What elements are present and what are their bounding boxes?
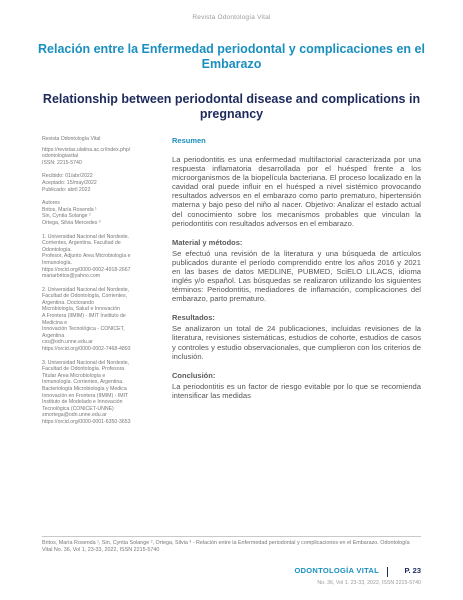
- authors-block: [42, 200, 156, 226]
- author-name: Sin, Cyntia Solange ²: [42, 213, 91, 220]
- affiliation-line: 3. Universidad Nacional del Nordeste,: [42, 359, 130, 366]
- journal-url-line[interactable]: https://revistas.ulatina.ac.cr/index.php/: [42, 146, 131, 153]
- citation-text: Britos, María Rosenda ¹, Sin, Cyntia Solange ², Ortega, Silvia ³ - Relación entre la Enfermedad periodontal y complicaciones en el Embarazo. Odontología Vital No. 36, Vol 1, 23-33, 2022, ISSN 2215-5740: [42, 540, 410, 553]
- received-date: Recibido: 01/abr/2022: [42, 173, 93, 180]
- affiliation-line: Facultad de Odontología. Profesora: [42, 366, 125, 373]
- footer-separator: [387, 567, 388, 577]
- affiliation-line: Inmunología.: [42, 259, 72, 266]
- authors-heading: Autores: [42, 200, 60, 207]
- affiliation-line: Corrientes, Argentina. Facultad de: [42, 240, 121, 247]
- journal-info-line: Revista Odontología Vital: [42, 136, 101, 142]
- affiliation-line: Inmunología. Corrientes, Argentina.: [42, 379, 124, 386]
- page-number: P. 23: [404, 566, 421, 575]
- page-footer: [42, 566, 421, 579]
- resultados-heading: Resultados:: [172, 313, 215, 323]
- affiliation-line: Tecnológica (CONICET-UNNE): [42, 405, 114, 412]
- affiliation-line: Profesor, Adjunto Área Microbiología e: [42, 253, 131, 260]
- affiliation-line: Facultad de Odontología, Corrientes,: [42, 293, 128, 300]
- dates-block: [42, 173, 156, 193]
- footer-volume-info: No. 36, Vol 1. 23-33, 2022, ISSN 2215-5740: [317, 580, 421, 586]
- affiliation-line: Bacteriología Microbiología y Medica: [42, 386, 127, 392]
- footer-journal-name: ODONTOLOGÍA VITAL: [294, 566, 379, 575]
- affiliation-line: Titular Área Microbiología e: [42, 372, 106, 379]
- accepted-date: Aceptado: 15/may/2022: [42, 179, 97, 186]
- author-name: Ortega, Silvia Mercedes ³: [42, 219, 101, 226]
- author-name: Britos, María Rosenda ¹: [42, 206, 97, 213]
- affiliation-1: [42, 234, 156, 280]
- journal-info-block: [42, 136, 156, 166]
- metodos-text: Se efectuó una revisión de la literatura y una búsqueda de artículos publicados durante el período comprendido entre los años 2016 y 2021 en las bases de datos MEDLINE, PUBMED, SciELO LILACS, idioma inglés y/o español. Las búsquedas se realizaron utilizando los siguientes términos: Periodontitis, mediadores de inflamación, complicaciones del embarazo, parto prematuro.: [172, 248, 421, 304]
- journal-running-header: Revista Odontología Vital: [192, 14, 271, 21]
- conclusion-text: La periodontitis es un factor de riesgo evitable por lo que se recomienda intensificar las medidas: [172, 381, 421, 400]
- affiliation-2: [42, 287, 156, 353]
- orcid-link[interactable]: https://orcid.org/0000-0002-4918-2667: [42, 266, 131, 273]
- article-info-sidebar: [42, 136, 156, 433]
- published-date: Publicado: abril 2022: [42, 186, 91, 193]
- affiliation-line: 1. Universidad Nacional del Nordeste.: [42, 233, 130, 240]
- resumen-text: La periodontitis es una enfermedad multifactorial caracterizada por una respuesta inflamatoria desarrollada por el huésped frente a los microorganismos de la biopelícula bacteriana. El proceso localizado en la cavidad oral puede influir en el huésped a nivel sistémico provocando resultados adversos en el embarazo como parto prematuro, hipertensión materna y bajo peso del niño al nacer. Objetivo: Analizar el estado actual del conocimiento sobre los mecanismos probables que vinculan la periodontitis con resultados adversos en el embarazo.: [172, 155, 421, 228]
- affiliation-line: Innovación Tecnológica - CONICET,: [42, 326, 125, 333]
- affiliation-line: Medicina e: [42, 319, 68, 326]
- title-spanish: Relación entre la Enfermedad periodontal y complicaciones en el Embarazo: [38, 42, 425, 71]
- affiliation-line: A Frontera (IIMIM) - IMIT Instituto de: [42, 313, 126, 320]
- affiliation-line: Instituto de Modelado e Innovación: [42, 399, 123, 406]
- issn-line: ISSN: 2215-5740: [42, 159, 82, 166]
- affiliation-3: [42, 360, 156, 426]
- affiliation-line: 2. Universidad Nacional del Nordeste,: [42, 286, 130, 293]
- affiliation-line: Microbiología, Salud e Innovación: [42, 306, 120, 313]
- resumen-heading: Resumen: [172, 136, 206, 145]
- affiliation-line: Argentina: [42, 332, 65, 339]
- metodos-heading: Material y métodos:: [172, 237, 243, 247]
- affiliation-line: Innovación en Frontera (IIMIM) - IMIT: [42, 392, 129, 399]
- orcid-link[interactable]: https://orcid.org/0000-0002-7468-4893: [42, 346, 131, 353]
- email-link[interactable]: css@odn.unne.edu.ar: [42, 339, 93, 346]
- affiliation-line: Odontología.: [42, 246, 72, 253]
- abstract-body: [172, 136, 421, 410]
- title-english: Relationship between periodontal disease and complications in pregnancy: [42, 92, 421, 121]
- resultados-text: Se analizaron un total de 24 publicaciones, incluidas revisiones de la literatura, revisiones sistemáticas, estudios de cohorte, estudios de casos y controles y estudio observacionales, que cumplieron con los criterios de inclusión.: [172, 324, 421, 361]
- journal-url-line[interactable]: odontologiavital: [42, 153, 79, 160]
- footer-divider-rule: [42, 536, 421, 537]
- email-link[interactable]: smortega@odn.unne.edu.ar: [42, 412, 107, 419]
- orcid-link[interactable]: https://orcid.org/0000-0001-6350-3653: [42, 418, 131, 425]
- affiliation-line: Argentina. Doctorando: [42, 299, 94, 306]
- conclusion-heading: Conclusión:: [172, 370, 216, 380]
- email-link[interactable]: mariarbritos@yahoo.com: [42, 273, 101, 280]
